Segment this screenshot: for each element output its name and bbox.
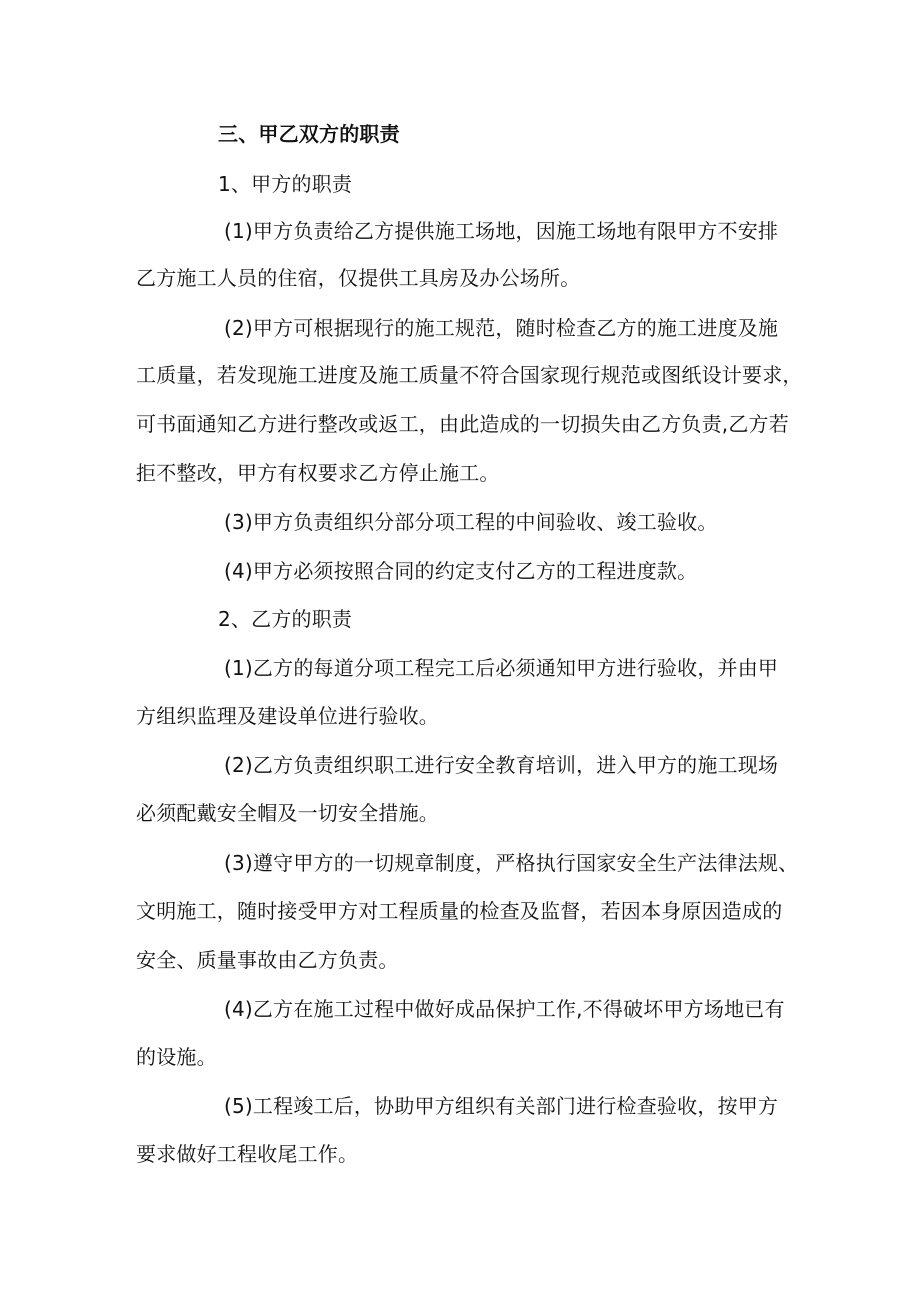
paragraph-line: (3)遵守甲方的一切规章制度，严格执行国家安全生产法律法规、 <box>224 851 799 875</box>
paragraph-line: 安全、质量事故由乙方负责。 <box>136 948 399 972</box>
paragraph-line: 要求做好工程收尾工作。 <box>136 1142 359 1166</box>
paragraph-line: 方组织监理及建设单位进行验收。 <box>136 704 439 728</box>
paragraph-line: 拒不整改，甲方有权要求乙方停止施工。 <box>136 461 500 485</box>
paragraph-line: 的设施。 <box>136 1045 217 1069</box>
paragraph-line: 乙方施工人员的住宿，仅提供工具房及办公场所。 <box>136 266 581 290</box>
paragraph-line: (1)乙方的每道分项工程完工后必须通知甲方进行验收，并由甲 <box>224 656 779 680</box>
paragraph-line: 必须配戴安全帽及一切安全措施。 <box>136 801 439 825</box>
paragraph-line: (5)工程竣工后，协助甲方组织有关部门进行检查验收，按甲方 <box>224 1094 779 1118</box>
paragraph-line: 工质量，若发现施工进度及施工质量不符合国家现行规范或图纸设计要求， <box>136 363 803 387</box>
paragraph-line: (2)甲方可根据现行的施工规范，随时检查乙方的施工进度及施 <box>224 316 779 340</box>
paragraph-line: (2)乙方负责组织职工进行安全教育培训，进入甲方的施工现场 <box>224 753 779 777</box>
party-a-heading: 1、甲方的职责 <box>218 172 353 196</box>
paragraph-line: (4)甲方必须按照合同的约定支付乙方的工程进度款。 <box>224 559 698 583</box>
paragraph-line: 可书面通知乙方进行整改或返工，由此造成的一切损失由乙方负责,乙方若 <box>136 412 789 436</box>
section-title: 三、甲乙双方的职责 <box>218 122 400 146</box>
party-b-heading: 2、乙方的职责 <box>218 607 353 631</box>
paragraph-line: (1)甲方负责给乙方提供施工场地，因施工场地有限甲方不安排 <box>224 219 779 243</box>
paragraph-line: (3)甲方负责组织分部分项工程的中间验收、竣工验收。 <box>224 510 718 534</box>
paragraph-line: 文明施工，随时接受甲方对工程质量的检查及监督，若因本身原因造成的 <box>136 899 783 923</box>
paragraph-line: (4)乙方在施工过程中做好成品保护工作,不得破坏甲方场地已有 <box>224 997 785 1021</box>
